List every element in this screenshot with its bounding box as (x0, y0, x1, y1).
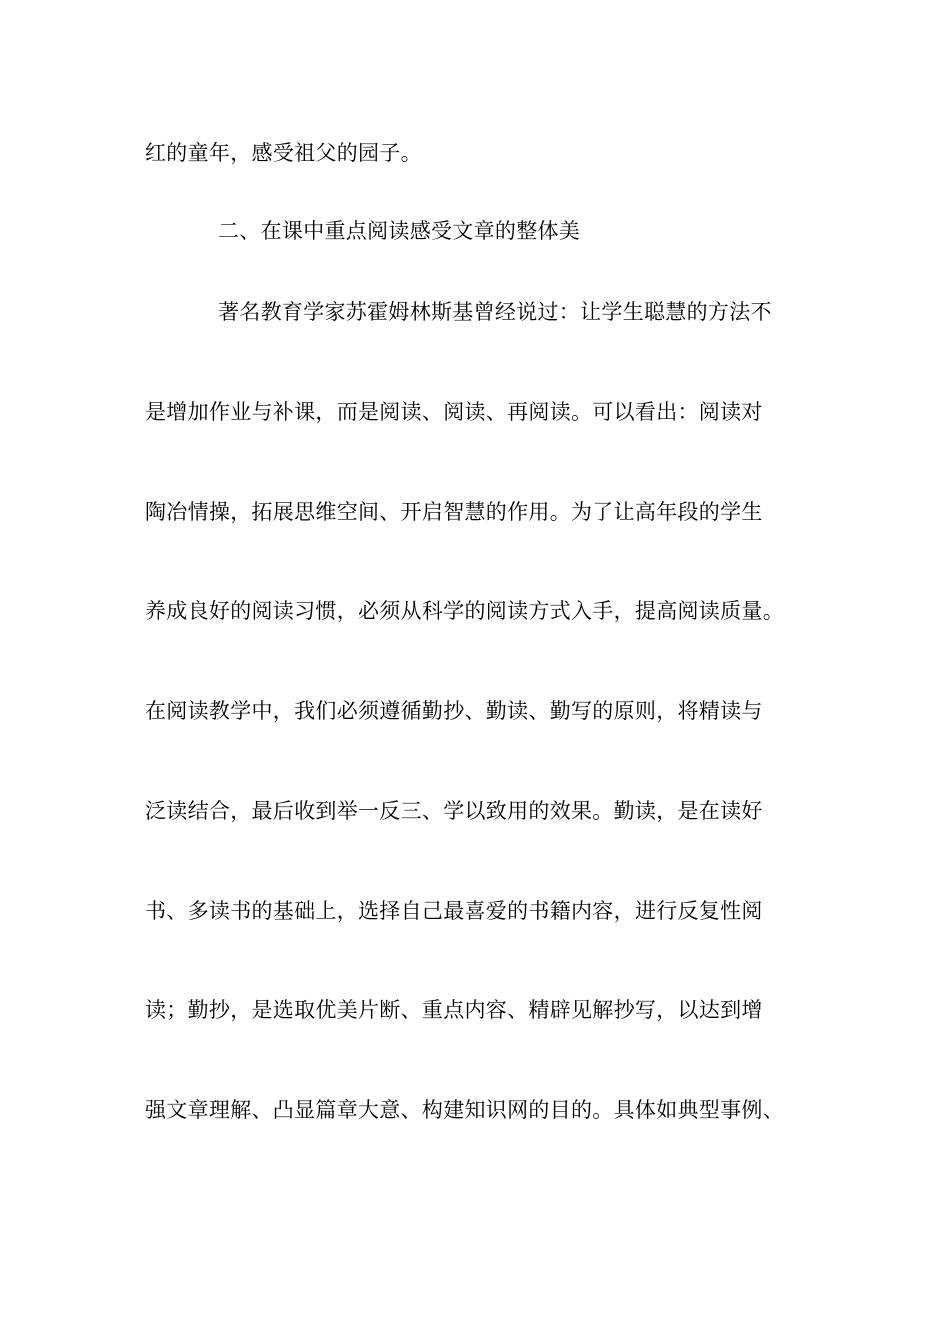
text-line: 是增加作业与补课，而是阅读、阅读、再阅读。可以看出：阅读对 (145, 400, 763, 424)
text-line: 红的童年，感受祖父的园子。 (145, 141, 422, 165)
text-line: 强文章理解、凸显篇章大意、构建知识网的目的。具体如典型事例、 (145, 1098, 784, 1122)
text-line: 书、多读书的基础上，选择自己最喜爱的书籍内容，进行反复性阅 (145, 899, 763, 923)
text-line: 陶冶情操，拓展思维空间、开启智慧的作用。为了让高年段的学生 (145, 500, 763, 524)
section-heading: 二、在课中重点阅读感受文章的整体美 (218, 219, 581, 243)
paragraph-first-line: 著名教育学家苏霍姆林斯基曾经说过：让学生聪慧的方法不 (218, 300, 772, 324)
text-line: 在阅读教学中，我们必须遵循勤抄、勤读、勤写的原则，将精读与 (145, 699, 763, 723)
text-line: 泛读结合，最后收到举一反三、学以致用的效果。勤读，是在读好 (145, 799, 763, 823)
text-line: 读；勤抄，是选取优美片断、重点内容、精辟见解抄写，以达到增 (145, 998, 763, 1022)
text-line: 养成良好的阅读习惯，必须从科学的阅读方式入手，提高阅读质量。 (145, 599, 784, 623)
